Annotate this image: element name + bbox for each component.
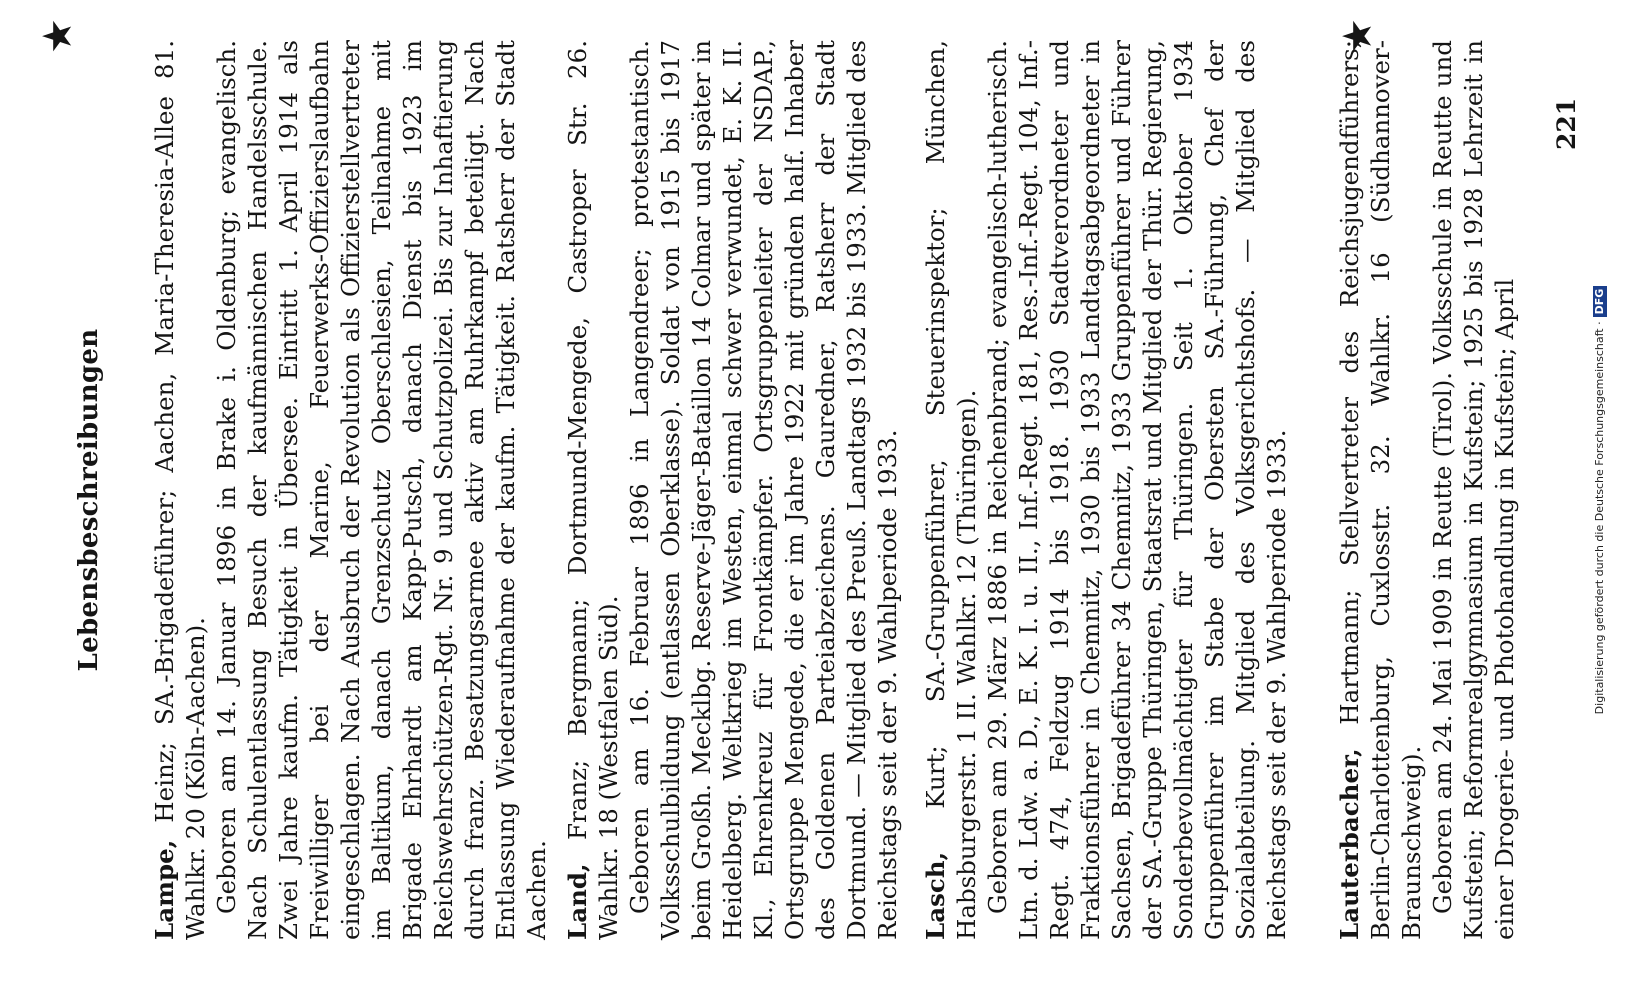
entry-header bbox=[1334, 40, 1427, 940]
star-icon: ★ bbox=[1335, 18, 1381, 54]
entry-body: Geboren am 24. Mai 1909 in Reutte (Tirol). Volksschule in Reutte und Kufstein; Reformrealgymnasium in Kufstein; 1925 bis 1928 Lehrzeit in einer Drogerie- und Photohandlung in Kufstein; April bbox=[1428, 40, 1519, 940]
entry-header-text: Franz; Bergmann; Dortmund-Mengede, Castroper Str. 26. Wahlkr. 18 (Westfalen Süd). bbox=[563, 40, 623, 940]
page-number: 221 bbox=[1552, 97, 1581, 150]
entry-header bbox=[920, 40, 982, 940]
entry-name: Lauterbacher, bbox=[1335, 748, 1364, 940]
dfg-logo: DFG bbox=[1593, 286, 1607, 318]
entry-header bbox=[149, 40, 211, 940]
biography-entry-lasch bbox=[920, 40, 1292, 940]
biography-entry-lauterbacher bbox=[1334, 40, 1520, 940]
entry-name: Land, bbox=[563, 863, 592, 940]
entry-header-text: Kurt; SA.-Gruppenführer, Steuerinspektor; München, Habsburgerstr. 1 II. Wahlkr. 12 (Thüringen). bbox=[921, 40, 981, 940]
entry-name: Lasch, bbox=[921, 851, 950, 940]
star-icon: ★ bbox=[35, 18, 81, 54]
entry-body: Geboren am 14. Januar 1896 in Brake i. Oldenburg; evangelisch. Nach Schulentlassung Besuch der kaufmännischen Handelsschule. Zwei Jahre kaufm. Tätigkeit in Übersee. Eintritt 1. April 1914 als Freiwilliger bei der Marine, Feuerwerks-Offizierslaufbahn eingeschlagen. Nach Ausbruch der Revolution als Offizierstellvertreter im Baltikum, danach Grenzschutz Oberschlesien, Teilnahme mit Brigade Ehrhardt am Kapp-Putsch, danach Dienst bis 1923 im Reichswehrschützen-Rgt. Nr. 9 und Schutzpolizei. Bis zur Inhaftierung durch franz. Besatzungsarmee aktiv am Ruhrkampf beteiligt. Nach Entlassung Wiederaufnahme der kaufm. Tätigkeit. Ratsherr der Stadt Aachen. bbox=[212, 40, 551, 940]
biography-entry-land bbox=[562, 40, 903, 940]
entry-header-text: Hartmann; Stellvertreter des Reichsjugendführers; Berlin-Charlottenburg, Cuxlosstr. 32. Wahlkr. 16 (Südhannover-Braunschweig). bbox=[1335, 40, 1426, 940]
entry-body: Geboren am 16. Februar 1896 in Langendreer; protestantisch. Volksschulbildung (entlassen Oberklasse). Soldat von 1915 bis 1917 beim Großh. Mecklbg. Reserve-Jäger-Bataillon 14 Colmar und später in Heidelberg. Weltkrieg im Westen, einmal schwer verwundet, E. K. II. Kl., Ehrenkreuz für Frontkämpfer. Ortsgruppenleiter der NSDAP., Ortsgruppe Mengede, die er im Jahre 1922 mit gründen half. Inhaber des Goldenen Parteiabzeichens. Gauredner, Ratsherr der Stadt Dortmund. — Mitglied des Preuß. Landtags 1932 bis 1933. Mitglied des Reichstags seit der 9. Wahlperiode 1933. bbox=[625, 40, 902, 940]
entry-header bbox=[562, 40, 624, 940]
entry-body: Geboren am 29. März 1886 in Reichenbrand; evangelisch-lutherisch. Ltn. d. Ldw. a. D., E. K. I. u. II., Inf.-Regt. 181, Res.-Inf.-Regt. 104, Inf.-Regt. 474, Feldzug 1914 bis 1918. 1930 Stadtverordneter und Fraktionsführer in Chemnitz, 1930 bis 1933 Landtagsabgeordneter in Sachsen, Brigadeführer 34 Chemnitz, 1933 Gruppenführer und Führer der SA.-Gruppe Thüringen, Staatsrat und Mitglied der Thür. Regierung, Sonderbevollmächtigter für Thüringen. Seit 1. Oktober 1934 Gruppenführer im Stabe der Obersten SA.-Führung, Chef der Sozialabteilung. Mitglied des Volksgerichtshofs. — Mitglied des Reichstags seit der 9. Wahlperiode 1933. bbox=[983, 40, 1291, 940]
biography-entry-lampe bbox=[149, 40, 552, 940]
entry-name: Lampe, bbox=[150, 839, 179, 940]
running-head: Lebensbeschreibungen bbox=[74, 328, 104, 672]
digitization-credit bbox=[1593, 30, 1607, 970]
entry-header-text: Heinz; SA.-Brigadeführer; Aachen, Maria-Theresia-Allee 81. Wahlkr. 20 (Köln-Aachen). bbox=[150, 40, 210, 940]
credit-text: Digitalisierung gefördert durch die Deutsche Forschungsgemeinschaft · bbox=[1593, 321, 1606, 715]
